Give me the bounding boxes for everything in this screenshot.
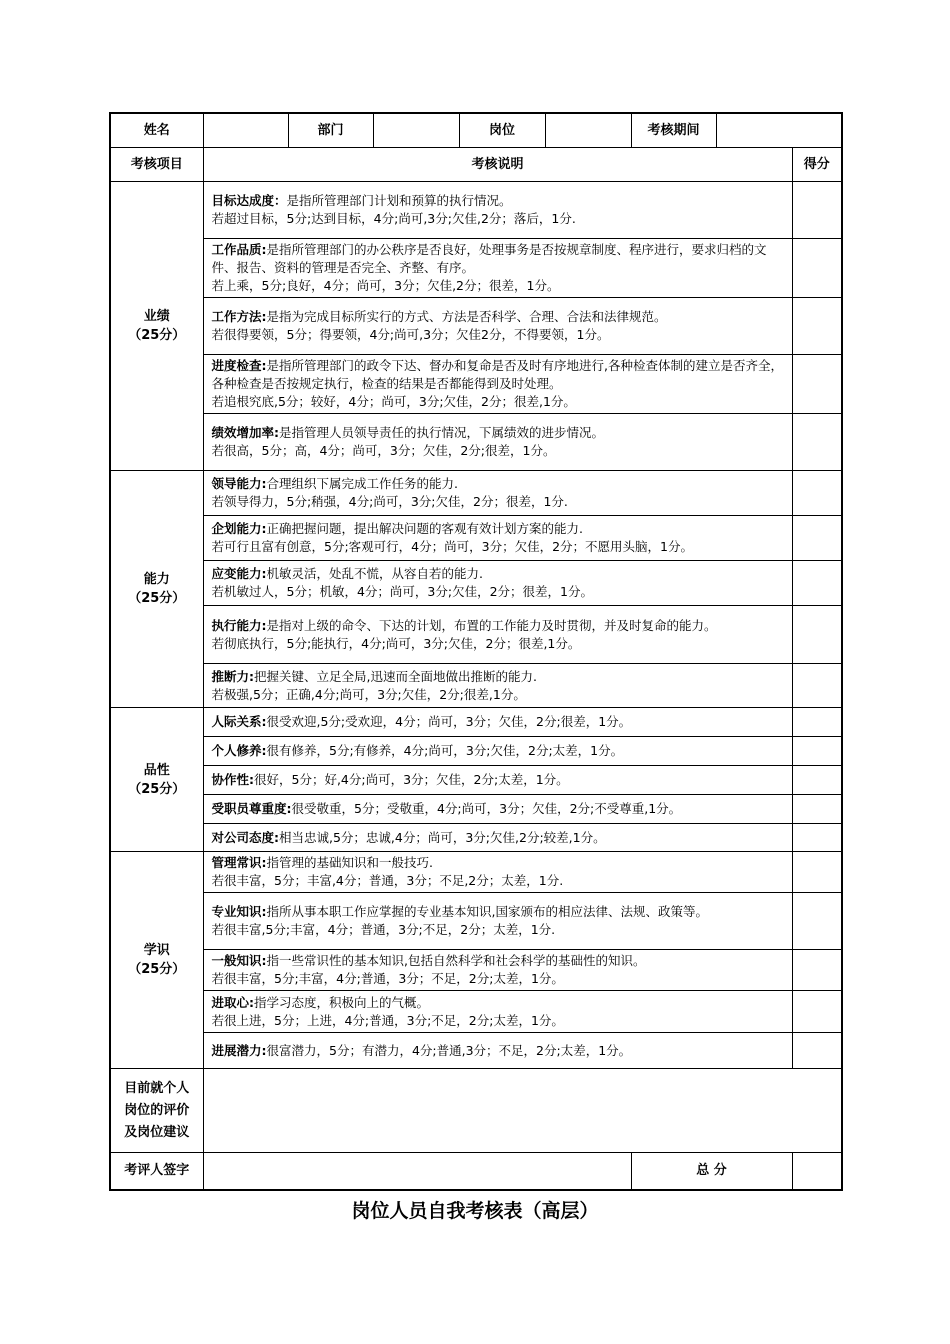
assessment-table <box>109 112 843 1191</box>
criteria-definition <box>212 357 784 393</box>
criteria-definition <box>212 854 784 872</box>
criteria-scale: 若领导得力，5分;稍强，4分;尚可，3分;欠佳，2分；很差，1分. <box>211 494 568 509</box>
category-weight: （25分） <box>128 591 186 606</box>
criteria-text: 很富潜力，5分；有潜力，4分;普通,3分；不足，2分;太差，1分。 <box>266 1042 632 1058</box>
criteria-label: 工作品质: <box>211 242 267 257</box>
category-name: 业绩 <box>143 309 170 324</box>
criteria-description <box>203 893 792 950</box>
criteria-description <box>203 1033 792 1069</box>
criteria-label: 领导能力: <box>211 476 267 491</box>
criteria-scale: 若追根究底,5分；较好，4分；尚可，3分;欠佳，2分；很差,1分。 <box>211 394 576 409</box>
criteria-text: 很好，5分；好,4分;尚可，3分；欠佳，2分;太差，1分。 <box>254 772 569 787</box>
period-label: 考核期间 <box>631 113 716 148</box>
criteria-row <box>110 414 842 471</box>
criteria-row <box>110 991 842 1033</box>
criteria-label: 进取心: <box>211 994 254 1010</box>
criteria-definition <box>212 903 784 921</box>
criteria-description <box>203 298 792 355</box>
criteria-text: 正确把握问题，提出解决问题的客观有效计划方案的能力. <box>266 521 583 536</box>
criteria-text: 是指所管理部门的办公秩序是否良好，处理事务是否按规章制度、程序进行，要求归档的文件、报告、资料的管理是否完全、齐整、有序。 <box>211 242 767 275</box>
criteria-label: 执行能力: <box>211 617 267 633</box>
score-field[interactable] <box>792 606 842 664</box>
criteria-label: 协作性: <box>211 772 254 787</box>
criteria-label: 绩效增加率: <box>211 425 279 440</box>
criteria-scale: 若很高，5分；高，4分；尚可，3分；欠佳，2分;很差，1分。 <box>211 443 556 458</box>
criteria-row <box>110 824 842 852</box>
criteria-definition <box>212 800 784 818</box>
criteria-description <box>203 182 792 239</box>
score-field[interactable] <box>792 355 842 414</box>
category-name: 能力 <box>143 572 170 587</box>
criteria-description <box>203 766 792 795</box>
criteria-text: 很受敬重，5分；受敬重，4分;尚可，3分；欠佳，2分;不受尊重,1分。 <box>291 801 682 816</box>
criteria-text: 相当忠诚,5分；忠诚,4分；尚可，3分;欠佳,2分;较差,1分。 <box>279 829 606 845</box>
criteria-description <box>203 606 792 664</box>
total-label: 总 分 <box>631 1153 792 1190</box>
criteria-scale: 若机敏过人，5分；机敏，4分；尚可，3分;欠佳，2分；很差，1分。 <box>211 584 593 599</box>
info-row <box>110 113 842 148</box>
criteria-row <box>110 606 842 664</box>
criteria-label: 个人修养: <box>211 743 267 758</box>
criteria-label: 推断力: <box>211 668 254 684</box>
criteria-scale: 若很上进，5分；上进，4分;普通，3分;不足，2分;太差，1分。 <box>211 1012 564 1028</box>
criteria-row <box>110 664 842 708</box>
criteria-row <box>110 1033 842 1069</box>
criteria-scale: 若极强,5分；正确,4分;尚可，3分;欠佳，2分;很差,1分。 <box>211 686 526 702</box>
criteria-scale: 若超过目标，5分;达到目标，4分;尚可,3分;欠佳,2分；落后，1分. <box>211 211 576 226</box>
criteria-label: 进度检查: <box>211 358 267 373</box>
criteria-description <box>203 561 792 606</box>
criteria-text: 是指管理人员领导责任的执行情况，下属绩效的进步情况。 <box>279 425 605 440</box>
category-weight: （25分） <box>128 962 186 977</box>
criteria-text: 是指对上级的命令、下达的计划，布置的工作能力及时贯彻，并及时复命的能力。 <box>266 617 717 633</box>
criteria-definition <box>212 1042 784 1060</box>
criteria-label: 专业知识: <box>211 904 267 919</box>
criteria-text: 很有修养，5分;有修养，4分;尚可，3分;欠佳，2分;太差，1分。 <box>266 743 624 758</box>
criteria-description <box>203 737 792 766</box>
criteria-row <box>110 708 842 737</box>
score-field[interactable] <box>792 664 842 708</box>
criteria-text: 机敏灵活，处乱不慌，从容自若的能力. <box>266 566 483 581</box>
criteria-label: 受职员尊重度: <box>211 801 292 816</box>
evaluation-label-line: 岗位的评价 <box>124 1102 190 1118</box>
period-field[interactable] <box>716 113 842 148</box>
criteria-description <box>203 471 792 516</box>
col-desc-header: 考核说明 <box>203 148 792 182</box>
criteria-description <box>203 795 792 824</box>
criteria-scale: 若很丰富,5分;丰富，4分；普通，3分;不足，2分；太差，1分. <box>211 922 556 937</box>
score-field[interactable] <box>792 991 842 1033</box>
score-field[interactable] <box>792 893 842 950</box>
evaluation-label-line: 目前就个人 <box>124 1080 190 1096</box>
criteria-description <box>203 824 792 852</box>
criteria-description <box>203 664 792 708</box>
score-field[interactable] <box>792 708 842 737</box>
criteria-definition <box>212 742 784 760</box>
footer-row <box>110 1153 842 1190</box>
total-score-field[interactable] <box>792 1153 842 1190</box>
position-field[interactable] <box>545 113 631 148</box>
criteria-row <box>110 766 842 795</box>
score-field[interactable] <box>792 239 842 298</box>
score-field[interactable] <box>792 795 842 824</box>
criteria-label: 进展潜力: <box>211 1042 267 1058</box>
criteria-row <box>110 950 842 991</box>
score-field[interactable] <box>792 561 842 606</box>
category-cell <box>110 708 203 852</box>
score-field[interactable] <box>792 414 842 471</box>
criteria-scale: 若很得要领，5分；得要领，4分;尚可,3分；欠佳2分，不得要领，1分。 <box>211 327 610 342</box>
criteria-row <box>110 355 842 414</box>
criteria-scale: 若彻底执行，5分;能执行，4分;尚可，3分;欠佳，2分；很差,1分。 <box>211 635 581 651</box>
criteria-label: 管理常识: <box>211 855 267 870</box>
criteria-row <box>110 737 842 766</box>
criteria-row <box>110 182 842 239</box>
criteria-definition <box>212 829 784 847</box>
criteria-label: 对公司态度: <box>211 829 279 845</box>
category-weight: （25分） <box>128 328 186 343</box>
dept-field[interactable] <box>373 113 459 148</box>
criteria-definition <box>212 424 784 442</box>
score-field[interactable] <box>792 950 842 991</box>
evaluation-field[interactable] <box>203 1069 842 1153</box>
score-field[interactable] <box>792 471 842 516</box>
criteria-definition <box>212 952 784 970</box>
criteria-label: 一般知识: <box>211 953 267 968</box>
score-field[interactable] <box>792 852 842 893</box>
col-item-header: 考核项目 <box>110 148 203 182</box>
criteria-definition <box>212 565 784 583</box>
criteria-row <box>110 852 842 893</box>
criteria-scale: 若可行且富有创意，5分;客观可行，4分；尚可，3分；欠佳，2分；不愿用头脑，1分。 <box>211 539 693 554</box>
score-field[interactable] <box>792 1033 842 1069</box>
criteria-definition <box>212 308 784 326</box>
evaluation-row <box>110 1069 842 1153</box>
signature-field[interactable] <box>203 1153 631 1190</box>
score-field[interactable] <box>792 298 842 355</box>
criteria-definition <box>212 520 784 538</box>
criteria-row <box>110 561 842 606</box>
criteria-description <box>203 991 792 1033</box>
criteria-row <box>110 471 842 516</box>
criteria-scale: 若很丰富，5分;丰富，4分;普通，3分；不足，2分;太差，1分。 <box>211 971 564 986</box>
criteria-text: 指一些常识性的基本知识,包括自然科学和社会科学的基础性的知识。 <box>266 953 646 968</box>
criteria-definition <box>212 475 784 493</box>
criteria-row <box>110 893 842 950</box>
col-score-header: 得分 <box>792 148 842 182</box>
criteria-text: 是指所管理部门计划和预算的执行情况。 <box>286 193 512 208</box>
score-field[interactable] <box>792 516 842 561</box>
criteria-text: 把握关键、立足全局,迅速而全面地做出推断的能力. <box>254 668 537 684</box>
dept-label: 部门 <box>288 113 373 148</box>
criteria-text: 合理组织下属完成工作任务的能力. <box>266 476 458 491</box>
evaluation-label <box>110 1069 203 1153</box>
name-label: 姓名 <box>110 113 203 148</box>
criteria-label: 应变能力: <box>211 566 267 581</box>
criteria-label: 人际关系: <box>211 714 267 729</box>
criteria-row <box>110 298 842 355</box>
criteria-row <box>110 795 842 824</box>
score-field[interactable] <box>792 824 842 852</box>
column-header-row <box>110 148 842 182</box>
criteria-text: 是指为完成目标所实行的方式、方法是否科学、合理、合法和法律规范。 <box>266 309 667 324</box>
score-field[interactable] <box>792 737 842 766</box>
criteria-description <box>203 708 792 737</box>
category-cell <box>110 471 203 708</box>
name-field[interactable] <box>203 113 288 148</box>
category-cell <box>110 182 203 471</box>
criteria-definition <box>212 617 784 635</box>
criteria-text: 指学习态度，积极向上的气概。 <box>254 994 430 1010</box>
criteria-text: 指管理的基础知识和一般技巧. <box>266 855 433 870</box>
score-field[interactable] <box>792 182 842 239</box>
score-field[interactable] <box>792 766 842 795</box>
criteria-text: 很受欢迎,5分;受欢迎，4分；尚可，3分；欠佳，2分;很差，1分。 <box>266 714 632 729</box>
criteria-definition <box>212 713 784 731</box>
criteria-description <box>203 355 792 414</box>
criteria-definition <box>212 668 784 686</box>
page-title: 岗位人员自我考核表（高层） <box>351 1200 599 1222</box>
category-name: 学识 <box>143 943 170 958</box>
category-cell <box>110 852 203 1069</box>
criteria-definition <box>212 192 784 210</box>
criteria-description <box>203 414 792 471</box>
criteria-definition <box>212 994 784 1012</box>
criteria-text: 指所从事本职工作应掌握的专业基本知识,国家颁布的相应法律、法规、政策等。 <box>266 904 708 919</box>
criteria-description <box>203 852 792 893</box>
category-name: 品性 <box>143 762 170 778</box>
criteria-row <box>110 239 842 298</box>
position-label: 岗位 <box>459 113 545 148</box>
criteria-definition <box>212 771 784 789</box>
criteria-row <box>110 516 842 561</box>
criteria-scale: 若上乘，5分;良好，4分；尚可，3分；欠佳,2分；很差，1分。 <box>211 278 560 293</box>
evaluation-label-line: 及岗位建议 <box>124 1124 190 1140</box>
criteria-definition <box>212 241 784 277</box>
criteria-label: 目标达成度： <box>211 193 287 208</box>
criteria-scale: 若很丰富，5分；丰富,4分；普通，3分；不足,2分；太差，1分. <box>211 873 564 888</box>
criteria-description <box>203 950 792 991</box>
criteria-description <box>203 516 792 561</box>
criteria-description <box>203 239 792 298</box>
category-weight: （25分） <box>128 781 186 797</box>
criteria-text: 是指所管理部门的政令下达、督办和复命是否及时有序地进行,各种检查体制的建立是否齐全，各种检查是否按规定执行，检查的结果是否都能得到及时处理。 <box>211 358 783 391</box>
assessment-form <box>109 112 841 1191</box>
criteria-label: 工作方法: <box>211 309 267 324</box>
signature-label: 考评人签字 <box>110 1153 203 1190</box>
criteria-label: 企划能力: <box>211 521 267 536</box>
